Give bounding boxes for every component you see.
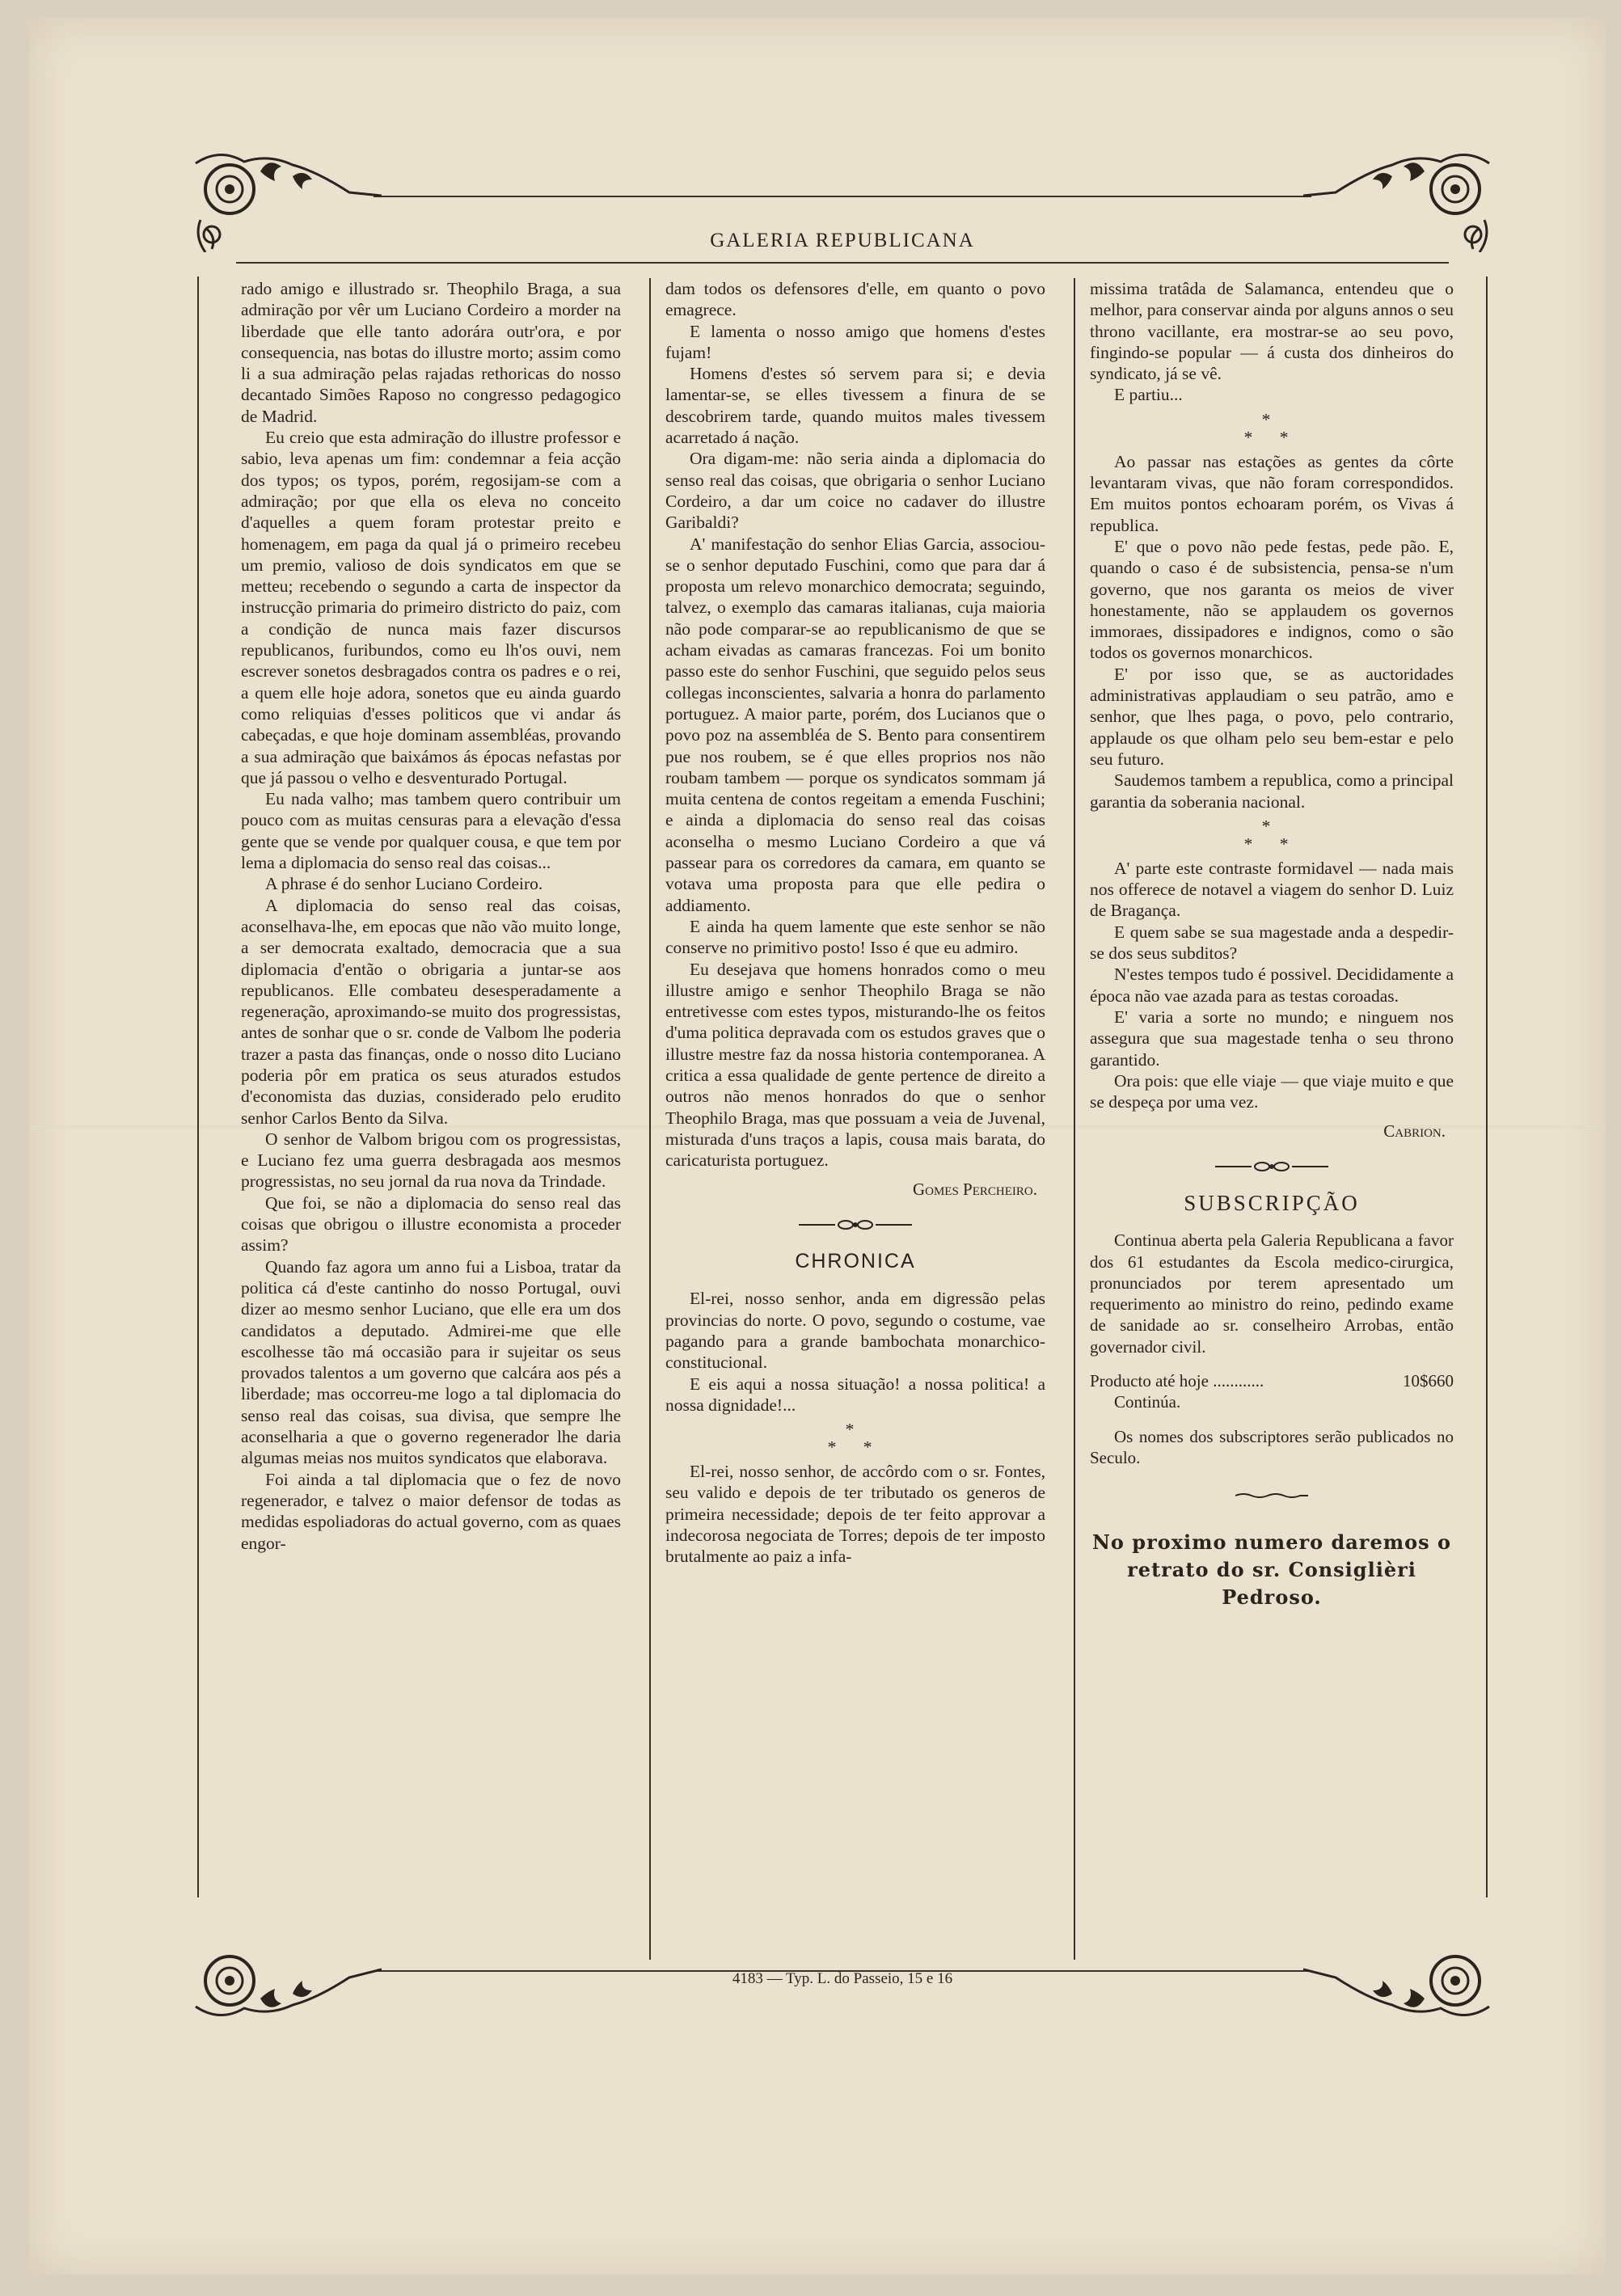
column-1 <box>241 278 621 1554</box>
paragraph: Ora pois: que elle viaje — que viaje muito e que se despeça por uma vez. <box>1090 1070 1454 1112</box>
total-value: 10$660 <box>1403 1371 1454 1391</box>
divider-ornament <box>665 1215 1045 1236</box>
paragraph: A' manifestação do senhor Elias Garcia, associou-se o senhor deputado Fuschini, como que para dar á proposta um relevo monarchico democrata; seguindo, talvez, o exemplo das camaras italianas, cuja maioria não pode comparar-se ao republicanismo de que se acham eivadas as camaras francezas. Foi um bonito passo este do senhor Fuschini, que seguido pelos seus collegas inconscientes, salvaria a honra do parlamento portuguez. A maior parte, porém, dos Lucianos que o povo poz na assembléa de S. Bento para consentirem pue nos roubem, se é que elles proprios nos não roubam tambem — porque os syndicatos sommam já muita centena de contos regeitam a emenda Fuschini; e ainda a diplomacia do senso real das coisas aconselha o mesmo Luciano Cordeiro a que vá passear para os corredores da camara, em quanto se votava uma proposta para que elle pedira o addiamento. <box>665 534 1045 915</box>
paragraph: E ainda ha quem lamente que este senhor se não conserve no primitivo posto! Isso é que eu admiro. <box>665 916 1045 958</box>
subscripcao-total <box>1090 1370 1454 1391</box>
paragraph: E quem sabe se sua magestade anda a despedir-se dos seus subditos? <box>1090 922 1454 964</box>
paragraph: El-rei, nosso senhor, anda em digressão pelas provincias do norte. O povo, segundo o costume, vae pagando para a grande bambochata monarchico-constitucional. <box>665 1289 1045 1373</box>
paragraph: E' varia a sorte no mundo; e ninguem nos assegura que sua magestade tenha o seu throno garantido. <box>1090 1007 1454 1070</box>
divider-line-ornament <box>1090 1483 1454 1504</box>
paragraph: missima tratâda de Salamanca, entendeu que o melhor, para conservar ainda por alguns annos o seu throno vacillante, era mostrar-se ao seu povo, fingindo-se popular — á custa dos dinheiros do syndicato, já se vê. <box>1090 279 1454 384</box>
asterism: * * * <box>1243 816 1300 854</box>
floral-divider-icon <box>799 1218 912 1231</box>
column-2 <box>665 278 1045 1568</box>
paragraph: dam todos os defensores d'elle, em quanto o povo emagrece. <box>665 279 1045 320</box>
wavy-rule-icon <box>1235 1492 1308 1499</box>
paragraph: A phrase é do senhor Luciano Cordeiro. <box>265 874 543 894</box>
asterism: * * * <box>1243 409 1300 447</box>
next-issue-notice: No proximo numero daremos o retrato do sr. Consiglièri Pedroso. <box>1091 1530 1451 1609</box>
column-divider <box>1074 278 1075 1960</box>
asterism: * * * <box>827 1420 884 1458</box>
total-label: Producto até hoje ............ <box>1090 1371 1264 1391</box>
chronica-title: CHRONICA <box>795 1250 916 1273</box>
paragraph: Ora digam-me: não seria ainda a diplomacia do senso real das coisas, que obrigaria o senhor Luciano Cordeiro, a dar um coice no cadaver do illustre Garibaldi? <box>665 449 1045 533</box>
frame-top-line <box>374 196 1311 197</box>
paragraph: Eu desejava que homens honrados como o meu illustre amigo e senhor Theophilo Braga se não entretivesse com estes typos, misturando-lhe os feitos d'uma politica depravada com os estudos graves que o illustre mestre faz da nossa historia contemporanea. A critica a essa qualidade de gente pertence de direito a outros não menos honrados do que o senhor Theophilo Braga, mas que possuam a veia de Juvenal, misturada d'uns traços a lapis, cousa mais barata, do caricaturista portuguez. <box>665 959 1045 1171</box>
subscripcao-continua: Continúa. <box>1114 1392 1181 1412</box>
floral-divider-icon <box>1215 1160 1328 1173</box>
frame-left-line <box>197 276 199 1897</box>
divider-ornament <box>1090 1157 1454 1178</box>
paragraph: rado amigo e illustrado sr. Theophilo Braga, a sua admiração por vêr um Luciano Cordeiro a morder na liberdade que elle tanto adorára outr'ora, e por consequencia, nas botas do illustre morto; assim como li a sua admiração pelas rajadas rethoricas do nosso decantado Simões Raposo no congresso pedagogico de Madrid. <box>241 279 621 426</box>
paragraph: E lamenta o nosso amigo que homens d'estes fujam! <box>665 321 1045 362</box>
subscripcao-note: Os nomes dos subscriptores serão publicados no Seculo. <box>1090 1426 1454 1467</box>
frame-right-line <box>1486 276 1488 1897</box>
page-header-title: GALERIA REPUBLICANA <box>710 230 975 251</box>
paragraph: E partiu... <box>1114 385 1183 405</box>
column-3 <box>1090 278 1454 1611</box>
header-rule <box>236 262 1449 264</box>
paragraph: Eu nada valho; mas tambem quero contribuir um pouco com as muitas censuras para a elevação d'essa gente que se vende por qualquer cousa, e que tem por lema a diplomacia do senso real das coisas... <box>241 789 621 873</box>
page-frame <box>188 147 1497 2019</box>
paragraph: Homens d'estes só servem para si; e devia lamentar-se, se elles tivessem a finura de se descobrirem tarde, quando muitos males tivessem acarretado á nação. <box>665 364 1045 448</box>
paragraph: E' por isso que, se as auctoridades administrativas applaudiam o seu patrão, amo e senhor, que lhes paga, o povo, pelo contrario, applaude os que olham pelo seu bem-estar e pelo seu futuro. <box>1090 664 1454 769</box>
paragraph: N'estes tempos tudo é possivel. Decididamente a época não vae azada para as testas coroadas. <box>1090 964 1454 1006</box>
paragraph: El-rei, nosso senhor, de accôrdo com o sr. Fontes, seu valido e depois de ter tributado os generos de primeira necessidade; depois de ter feito approvar a indecorosa negociata de Torres; depois de ter imposto brutalmente ao paiz a infa- <box>665 1462 1045 1567</box>
paragraph: A diplomacia do senso real das coisas, aconselhava-lhe, em epocas que não vão muito longe, a ser democrata exaltado, democracia que a sua diplomacia d'então o obrigaria a juntar-se aos republicanos. Elle combateu desesperadamente a regeneração, aproximando-se muito dos progressistas, antes de sonhar que o sr. conde de Valbom lhe poderia trazer a pasta das finanças, onde o nosso dito Luciano poderia pôr em pratica os seus aturados estudos d'economista das duzias, considerado pelo erudito senhor Carlos Bento da Silva. <box>241 895 621 1128</box>
subscripcao-title: SUBSCRIPÇÃO <box>1184 1190 1360 1215</box>
paragraph: E eis aqui a nossa situação! a nossa politica! a nossa dignidade!... <box>665 1374 1045 1415</box>
paragraph: Quando faz agora um anno fui a Lisboa, tratar da politica cá d'este cantinho do nosso Portugal, ouvi dizer ao mesmo senhor Luciano, que elle era um dos candidatos a deputado. Admirei-me que elle escolhesse tão má occasião para ir sujeitar os seus provados talentos a um governo que calcára aos pés a liberdade; mas occorreu-me logo a tal diplomacia do senso real das coisas, sua divisa, que sempre lhe aconselharia a que o governo regenerador lhe daria algumas meias nos muitos syndicatos que elaborava. <box>241 1256 621 1468</box>
paragraph: Eu creio que esta admiração do illustre professor e sabio, leva apenas um fim: condemnar a feia acção dos typos; os typos, porém, regosijam-se com a admiração; por que ella os eleva no conceito d'aquelles a quem foram protestar preito e homenagem, em paga da qual já o primeiro recebeu um premio, valioso de dois syndicatos em que se metteu; recebendo o segundo a carta de inspector da instrucção primaria do primeiro districto do paiz, com a condição de nunca mais fazer discursos republicanos, furibundos, como eu lh'os ouvi, nem escrever sonetos desbragados contra os padres e o rei, a quem elle hoje adora, sonetos que eu ainda guardo como reliquias d'esses politicos que vi andar ás cabeçadas, e que hoje dominam assembléas, provando a sua admiração que baixámos ás épocas nefastas por que já passou o velho e desventurado Portugal. <box>241 428 621 787</box>
newspaper-page <box>29 18 1606 2275</box>
printer-imprint: 4183 — Typ. L. do Passeio, 15 e 16 <box>732 1970 953 1987</box>
paragraph: E' que o povo não pede festas, pede pão. E, quando o caso é de subsistencia, pensa-se n'um governo, que nos garanta os meios de viver honestamente, não se applaudem os governos immoraes, dissipadores e indignos, como o são todos os governos monarchicos. <box>1090 536 1454 663</box>
paragraph: Que foi, se não a diplomacia do senso real das coisas que obrigou o illustre economista a proceder assim? <box>241 1192 621 1256</box>
column-divider <box>649 278 651 1960</box>
article-columns <box>241 278 1454 1960</box>
author-signature: Gomes Percheiro. <box>912 1180 1037 1200</box>
author-signature: Cabrion. <box>1383 1121 1446 1142</box>
paragraph: O senhor de Valbom brigou com os progressistas, e Luciano fez uma guerra desbragada aos mesmos progressistas, no seu jornal da rua nova da Trindade. <box>241 1129 621 1192</box>
subscripcao-intro: Continua aberta pela Galeria Republicana a favor dos 61 estudantes da Escola medico-cirurgica, pronunciados por terem apresentado um requerimento ao ministro do reino, pedindo exame de sanidade ao sr. conselheiro Arrobas, então governador civil. <box>1090 1230 1454 1357</box>
paragraph: Foi ainda a tal diplomacia que o fez de novo regenerador, e talvez o maior defensor de todas as medidas espoliadoras do actual governo, com as quaes engor- <box>241 1469 621 1553</box>
paragraph: A' parte este contraste formidavel — nada mais nos offerece de notavel a viagem do senhor D. Luiz de Bragança. <box>1090 858 1454 921</box>
paragraph: Saudemos tambem a republica, como a principal garantia da soberania nacional. <box>1090 770 1454 812</box>
paragraph: Ao passar nas estações as gentes da côrte levantaram vivas, que não foram correspondidos. Em muitos pontos echoaram porém, os Vivas á republica. <box>1090 451 1454 535</box>
